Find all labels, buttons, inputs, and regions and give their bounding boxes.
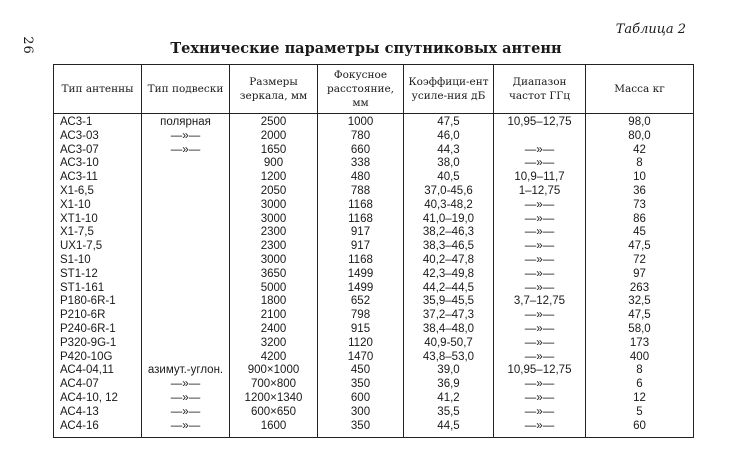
cell-mass: 47,5	[586, 309, 694, 323]
cell-mount-type	[142, 351, 230, 365]
cell-frequency-range: —»—	[494, 226, 586, 240]
table-row	[54, 213, 694, 227]
cell-mass: 173	[586, 337, 694, 351]
cell-mass: 42	[586, 144, 694, 158]
cell-antenna-type: Р180-6R-1	[54, 295, 142, 309]
cell-dish-size: 1600	[230, 420, 318, 438]
cell-focal-length: 350	[318, 420, 404, 438]
cell-antenna-type: АС4-16	[54, 420, 142, 438]
cell-dish-size: 2050	[230, 185, 318, 199]
page-title: Технические параметры спутниковых антенн	[170, 40, 562, 57]
table-row	[54, 323, 694, 337]
cell-mount-type: —»—	[142, 406, 230, 420]
cell-antenna-type: Р210-6R	[54, 309, 142, 323]
cell-frequency-range: 3,7–12,75	[494, 295, 586, 309]
cell-focal-length: 1499	[318, 268, 404, 282]
cell-focal-length: 798	[318, 309, 404, 323]
cell-frequency-range: —»—	[494, 268, 586, 282]
cell-mount-type: —»—	[142, 378, 230, 392]
cell-dish-size: 3000	[230, 199, 318, 213]
cell-dish-size: 900	[230, 157, 318, 171]
cell-mass: 45	[586, 226, 694, 240]
cell-gain: 40,5	[404, 171, 494, 185]
header-antenna-type: Тип антенны	[54, 65, 142, 114]
table-row	[54, 337, 694, 351]
cell-mass: 58,0	[586, 323, 694, 337]
cell-frequency-range: —»—	[494, 351, 586, 365]
cell-mass: 60	[586, 420, 694, 438]
cell-frequency-range: —»—	[494, 240, 586, 254]
cell-focal-length: 917	[318, 226, 404, 240]
cell-focal-length: 1120	[318, 337, 404, 351]
table-row	[54, 114, 694, 130]
header-focal-length: Фокусное расстояние, мм	[318, 65, 404, 114]
cell-gain: 44,2–44,5	[404, 282, 494, 296]
cell-dish-size: 2100	[230, 309, 318, 323]
table-row	[54, 364, 694, 378]
cell-mass: 97	[586, 268, 694, 282]
cell-mass: 400	[586, 351, 694, 365]
cell-mass: 8	[586, 364, 694, 378]
cell-focal-length: 652	[318, 295, 404, 309]
cell-focal-length: 660	[318, 144, 404, 158]
cell-frequency-range: —»—	[494, 213, 586, 227]
cell-dish-size: 2000	[230, 130, 318, 144]
cell-dish-size: 1650	[230, 144, 318, 158]
cell-mount-type	[142, 157, 230, 171]
header-mount-type: Тип подвески	[142, 65, 230, 114]
table-row	[54, 254, 694, 268]
cell-focal-length: 1499	[318, 282, 404, 296]
table-label: Таблица 2	[615, 22, 686, 37]
cell-dish-size: 2300	[230, 240, 318, 254]
cell-gain: 35,5	[404, 406, 494, 420]
cell-dish-size: 5000	[230, 282, 318, 296]
cell-dish-size: 2500	[230, 114, 318, 130]
cell-mass: 36	[586, 185, 694, 199]
cell-mass: 72	[586, 254, 694, 268]
cell-mount-type: полярная	[142, 114, 230, 130]
cell-frequency-range: 10,95–12,75	[494, 364, 586, 378]
cell-dish-size: 1200×1340	[230, 392, 318, 406]
cell-gain: 37,2–47,3	[404, 309, 494, 323]
cell-mount-type	[142, 226, 230, 240]
cell-focal-length: 350	[318, 378, 404, 392]
cell-gain: 40,3-48,2	[404, 199, 494, 213]
antenna-parameters-table	[53, 64, 694, 438]
cell-mount-type	[142, 171, 230, 185]
cell-antenna-type: ХТ1-10	[54, 213, 142, 227]
cell-dish-size: 2400	[230, 323, 318, 337]
cell-gain: 38,4–48,0	[404, 323, 494, 337]
cell-gain: 41,2	[404, 392, 494, 406]
cell-mass: 86	[586, 213, 694, 227]
cell-mount-type	[142, 295, 230, 309]
header-mass: Масса кг	[586, 65, 694, 114]
cell-mass: 6	[586, 378, 694, 392]
cell-gain: 35,9–45,5	[404, 295, 494, 309]
cell-antenna-type: АС4-10, 12	[54, 392, 142, 406]
cell-mass: 98,0	[586, 114, 694, 130]
cell-gain: 47,5	[404, 114, 494, 130]
cell-gain: 43,8–53,0	[404, 351, 494, 365]
cell-gain: 46,0	[404, 130, 494, 144]
cell-focal-length: 338	[318, 157, 404, 171]
cell-frequency-range: —»—	[494, 309, 586, 323]
cell-focal-length: 917	[318, 240, 404, 254]
cell-focal-length: 1168	[318, 213, 404, 227]
cell-mass: 5	[586, 406, 694, 420]
cell-frequency-range: —»—	[494, 378, 586, 392]
cell-dish-size: 3200	[230, 337, 318, 351]
cell-frequency-range: 10,9–11,7	[494, 171, 586, 185]
page-number: 26	[19, 36, 35, 55]
cell-frequency-range: —»—	[494, 337, 586, 351]
cell-dish-size: 4200	[230, 351, 318, 365]
cell-mass: 47,5	[586, 240, 694, 254]
table-row	[54, 309, 694, 323]
cell-gain: 38,2–46,3	[404, 226, 494, 240]
cell-mass: 80,0	[586, 130, 694, 144]
cell-mass: 263	[586, 282, 694, 296]
cell-gain: 40,9-50,7	[404, 337, 494, 351]
cell-antenna-type: Р420-10G	[54, 351, 142, 365]
cell-dish-size: 3650	[230, 268, 318, 282]
cell-antenna-type: ST1-161	[54, 282, 142, 296]
cell-frequency-range: —»—	[494, 157, 586, 171]
cell-mount-type: —»—	[142, 144, 230, 158]
table-row	[54, 199, 694, 213]
cell-mount-type	[142, 323, 230, 337]
cell-antenna-type: АС4-04,11	[54, 364, 142, 378]
cell-dish-size: 1800	[230, 295, 318, 309]
cell-gain: 38,3–46,5	[404, 240, 494, 254]
table-header-row	[54, 65, 694, 114]
cell-focal-length: 600	[318, 392, 404, 406]
cell-frequency-range: —»—	[494, 323, 586, 337]
table-row	[54, 144, 694, 158]
cell-antenna-type: Р240-6R-1	[54, 323, 142, 337]
cell-dish-size: 1200	[230, 171, 318, 185]
cell-gain: 44,3	[404, 144, 494, 158]
cell-mount-type	[142, 254, 230, 268]
cell-mass: 8	[586, 157, 694, 171]
table-row	[54, 268, 694, 282]
cell-mount-type	[142, 268, 230, 282]
cell-dish-size: 3000	[230, 254, 318, 268]
cell-gain: 44,5	[404, 420, 494, 438]
cell-frequency-range: —»—	[494, 254, 586, 268]
cell-mount-type: —»—	[142, 420, 230, 438]
cell-frequency-range: —»—	[494, 144, 586, 158]
cell-gain: 36,9	[404, 378, 494, 392]
cell-gain: 39,0	[404, 364, 494, 378]
cell-gain: 42,3–49,8	[404, 268, 494, 282]
table-row	[54, 171, 694, 185]
cell-antenna-type: ST1-12	[54, 268, 142, 282]
cell-gain: 37,0-45,6	[404, 185, 494, 199]
cell-antenna-type: UХ1-7,5	[54, 240, 142, 254]
cell-mount-type: азимут.-углон.	[142, 364, 230, 378]
cell-mass: 12	[586, 392, 694, 406]
cell-focal-length: 480	[318, 171, 404, 185]
cell-dish-size: 3000	[230, 213, 318, 227]
cell-focal-length: 300	[318, 406, 404, 420]
cell-antenna-type: S1-10	[54, 254, 142, 268]
cell-mount-type	[142, 337, 230, 351]
cell-frequency-range: 10,95–12,75	[494, 114, 586, 130]
cell-mount-type: —»—	[142, 392, 230, 406]
table-row	[54, 378, 694, 392]
table-row	[54, 157, 694, 171]
cell-antenna-type: АС3-11	[54, 171, 142, 185]
cell-mount-type	[142, 240, 230, 254]
cell-focal-length: 1168	[318, 199, 404, 213]
cell-mount-type	[142, 213, 230, 227]
cell-focal-length: 1470	[318, 351, 404, 365]
table-row	[54, 226, 694, 240]
cell-focal-length: 780	[318, 130, 404, 144]
cell-mount-type	[142, 282, 230, 296]
cell-mount-type: —»—	[142, 130, 230, 144]
cell-frequency-range: —»—	[494, 420, 586, 438]
cell-frequency-range: —»—	[494, 392, 586, 406]
cell-dish-size: 2300	[230, 226, 318, 240]
cell-gain: 38,0	[404, 157, 494, 171]
header-frequency-range: Диапазон частот ГГц	[494, 65, 586, 114]
header-gain: Коэффици-ент усиле-ния дБ	[404, 65, 494, 114]
cell-dish-size: 600×650	[230, 406, 318, 420]
cell-focal-length: 1168	[318, 254, 404, 268]
cell-antenna-type: АС3-1	[54, 114, 142, 130]
cell-antenna-type: АС3-03	[54, 130, 142, 144]
cell-gain: 41,0–19,0	[404, 213, 494, 227]
cell-mount-type	[142, 309, 230, 323]
cell-antenna-type: Х1-7,5	[54, 226, 142, 240]
cell-antenna-type: АС4-07	[54, 378, 142, 392]
cell-frequency-range: —»—	[494, 282, 586, 296]
table-row	[54, 130, 694, 144]
cell-mass: 10	[586, 171, 694, 185]
cell-focal-length: 915	[318, 323, 404, 337]
cell-dish-size: 700×800	[230, 378, 318, 392]
cell-mass: 73	[586, 199, 694, 213]
table-row	[54, 406, 694, 420]
cell-antenna-type: Х1-10	[54, 199, 142, 213]
cell-gain: 40,2–47,8	[404, 254, 494, 268]
cell-focal-length: 450	[318, 364, 404, 378]
cell-frequency-range	[494, 130, 586, 144]
cell-antenna-type: Х1-6,5	[54, 185, 142, 199]
cell-frequency-range: —»—	[494, 406, 586, 420]
cell-mass: 32,5	[586, 295, 694, 309]
cell-focal-length: 788	[318, 185, 404, 199]
cell-antenna-type: Р320-9G-1	[54, 337, 142, 351]
table-row	[54, 282, 694, 296]
cell-mount-type	[142, 199, 230, 213]
cell-focal-length: 1000	[318, 114, 404, 130]
cell-mount-type	[142, 185, 230, 199]
cell-dish-size: 900×1000	[230, 364, 318, 378]
cell-frequency-range: 1–12,75	[494, 185, 586, 199]
cell-antenna-type: АС3-10	[54, 157, 142, 171]
table-row	[54, 295, 694, 309]
header-dish-size: Размеры зеркала, мм	[230, 65, 318, 114]
cell-frequency-range: —»—	[494, 199, 586, 213]
table-row	[54, 240, 694, 254]
table-row	[54, 392, 694, 406]
cell-antenna-type: АС4-13	[54, 406, 142, 420]
table-row	[54, 351, 694, 365]
cell-antenna-type: АС3-07	[54, 144, 142, 158]
table-row	[54, 420, 694, 438]
table-row	[54, 185, 694, 199]
